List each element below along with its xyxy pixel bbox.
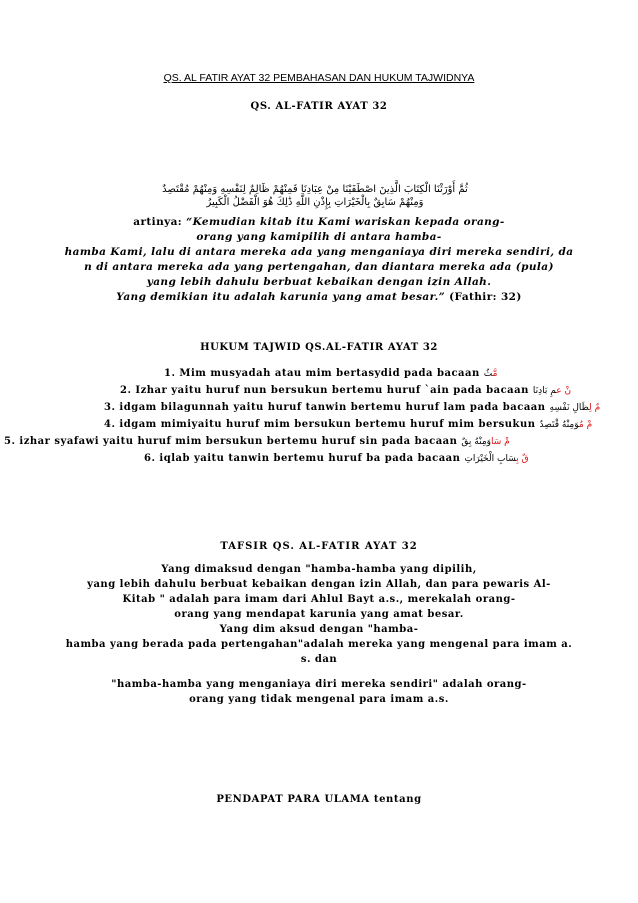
- tafsir-p2-line: s. dan: [300, 654, 338, 665]
- tafsir-p1-line: yang lebih dahulu berbuat kebaikan dengan izin Allah, dan para pewaris Al-: [87, 579, 551, 590]
- translation-line-6: Yang demikian itu adalah karunia yang amat besar.” (Fathir: 32): [116, 291, 522, 303]
- tajwid-rule-2: 2. Izhar yaitu huruf nun bersukun bertemu huruf `ain pada bacaan نْ عمِ بَادِنَا: [120, 385, 572, 396]
- translation-line-2: orang yang kamipilih di antara hamba-: [196, 231, 442, 243]
- translation: [20, 215, 618, 305]
- ulama-heading: PENDAPAT PARA ULAMA tentang: [216, 794, 422, 805]
- arabic-verse-line2: وَمِنْهُمْ سَابِقٌ بِالْخَيْرَاتِ بِإِذْنِ اللَّهِ ذَٰلِكَ هُوَ الْفَضْلُ الْكَبِيرُ: [206, 197, 424, 208]
- tafsir-p2-line: Yang dim aksud dengan "hamba-: [219, 624, 419, 635]
- tajwid-heading: HUKUM TAJWID QS.AL-FATIR AYAT 32: [200, 342, 438, 353]
- tafsir-p1-line: Kitab " adalah para imam dari Ahlul Bayt a.s., merekalah orang-: [122, 594, 516, 605]
- tafsir-p3-line: orang yang tidak mengenal para imam a.s.: [189, 694, 449, 705]
- tafsir-p1-line: Yang dimaksud dengan "hamba-hamba yang dipilih,: [161, 564, 477, 575]
- tafsir-p2-line: hamba yang berada pada pertengahan"adalah mereka yang mengenal para imam a.: [65, 639, 573, 650]
- tajwid-rule-4: 4. idgam mimiyaitu huruf mim bersukun bertemu huruf mim bersukun مْ مُوَمِنْهُ قْتَصِدٌ: [104, 419, 593, 430]
- translation-line-5: yang lebih dahulu berbuat kebaikan dengan izin Allah.: [146, 276, 492, 288]
- translation-line-4: n di antara mereka ada yang pertengahan, dan diantara mereka ada (pula): [84, 261, 554, 273]
- tajwid-rule-3: 3. idgam bilagunnah yaitu huruf tanwin bertemu huruf lam pada bacaan مٌ لِظَالِ نَفْسِهِ: [104, 402, 601, 413]
- tafsir-paragraph-3: [30, 677, 608, 707]
- tajwid-rule-5: 5. izhar syafawi yaitu huruf mim bersukun bertemu huruf sin pada bacaan مْ سَاوَمِنْهُ بِقٌ: [4, 436, 510, 447]
- translation-line-3: hamba Kami, lalu di antara mereka ada yang menganiaya diri mereka sendiri, da: [64, 246, 574, 258]
- tafsir-heading: TAFSIR QS. AL-FATIR AYAT 32: [220, 541, 418, 552]
- arabic-verse-line1: ثُمَّ أَوْرَثْنَا الْكِتَابَ الَّذِينَ اصْطَفَيْنَا مِنْ عِبَادِنَا فَمِنْهُمْ ظَالِمٌ لِنَفْسِهِ وَمِنْهُمْ مُقْتَصِدٌ: [162, 184, 468, 195]
- document-title: QS. AL FATIR AYAT 32 PEMBAHASAN DAN HUKUM TAJWIDNYA: [163, 72, 475, 84]
- tafsir-paragraph-1: [30, 562, 608, 622]
- tafsir-paragraph-2: [30, 622, 608, 667]
- tafsir-p1-line: orang yang mendapat karunia yang amat besar.: [174, 609, 464, 620]
- translation-line-1: artinya: “Kemudian kitab itu Kami wariskan kepada orang-: [133, 216, 505, 228]
- tajwid-rule-1: 1. Mim musyadah atau mim bertasydid pada bacaan مَّثُ: [164, 368, 498, 379]
- tafsir-p3-line: "hamba-hamba yang menganiaya diri mereka sendiri" adalah orang-: [111, 679, 527, 690]
- tajwid-rule-6: 6. iqlab yaitu tanwin bertemu huruf ba pada bacaan قٌ بِسَابِ الْخَيْرَاتِ: [144, 453, 529, 464]
- surah-heading: QS. AL-FATIR AYAT 32: [250, 101, 388, 112]
